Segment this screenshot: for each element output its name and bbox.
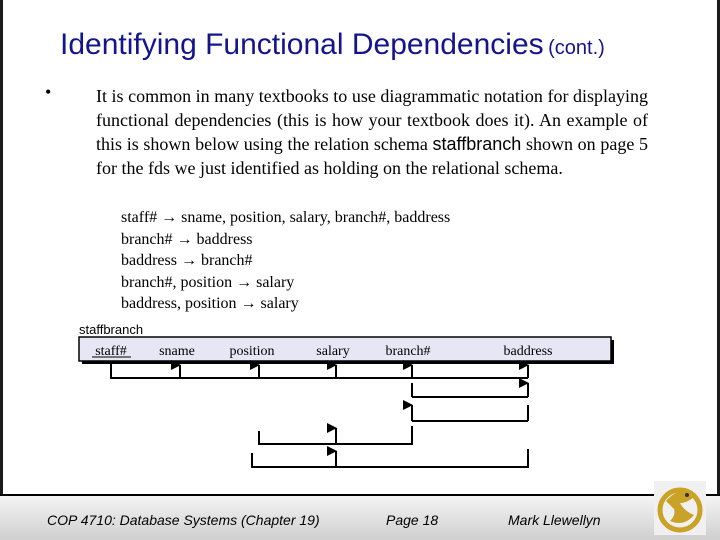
footer-page-number: Page 18: [386, 512, 439, 528]
fd-item: branch# → baddress: [121, 230, 253, 248]
fd-item: branch#, position → salary: [121, 273, 295, 291]
fd-item: staff# → sname, position, salary, branch#, baddress: [121, 209, 451, 226]
fd-line-staff: [111, 364, 528, 378]
fd-item: baddress → branch#: [121, 252, 253, 270]
fd-line-baddress-position: [252, 449, 528, 467]
paragraph-text-2: shown on page 5 for the fds we just identified as holding on the relational schema.: [96, 134, 649, 178]
bullet-marker: •: [45, 82, 52, 102]
fd-item: baddress, position → salary: [121, 295, 299, 313]
footer-author: Mark Llewellyn: [508, 512, 601, 528]
paragraph-text-1: It is common in many textbooks to use diagrammatic notation for displaying functional dependencies (this is how your textbook does it). An example of this is shown below using the relation schema: [96, 86, 648, 154]
attr-staff-no: staff#: [95, 344, 127, 359]
attr-position: position: [229, 344, 275, 359]
title-sub: (cont.): [548, 37, 605, 59]
relation-name-label: staffbranch: [79, 322, 144, 337]
attr-sname: sname: [159, 344, 195, 359]
university-logo-icon: [654, 481, 706, 535]
relation-box-shadow: [611, 340, 614, 363]
relation-box-shadow: [82, 361, 614, 364]
schema-name-inline: staffbranch: [432, 134, 522, 154]
footer-course: COP 4710: Database Systems (Chapter 19): [47, 512, 320, 528]
attr-baddress: baddress: [503, 344, 553, 359]
attr-salary: salary: [316, 344, 350, 359]
attr-branch-no: branch#: [385, 344, 431, 359]
title-main: Identifying Functional Dependencies: [60, 28, 544, 61]
